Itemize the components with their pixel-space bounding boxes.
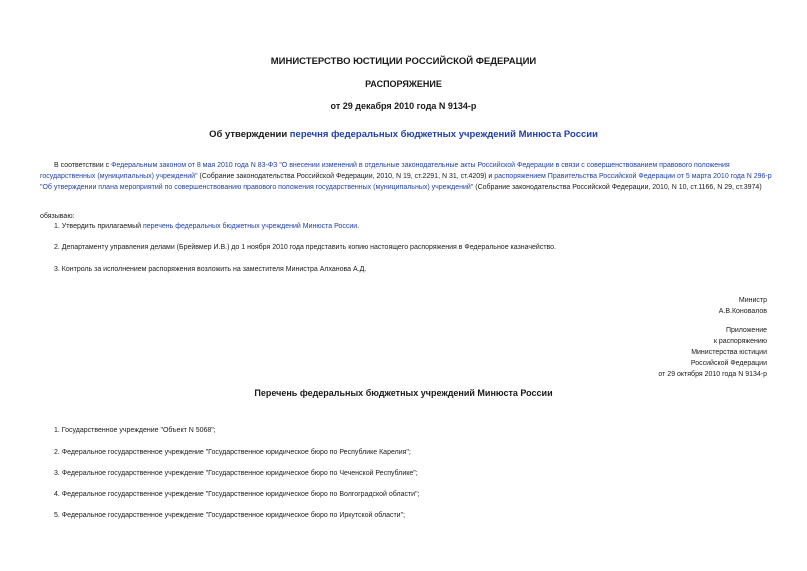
order-item-2: 2. Департаменту управления делами (Брейвмер И.В.) до 1 ноября 2010 года представить копию настоящего распоряжения в Федеральное казначейство. (54, 244, 557, 251)
government-order-link[interactable]: распоряжением Правительства Российской Федерации от 5 марта 2010 года N 296-р "Об утверждении плана мероприятий по совершенствованию правового положения государственных (муниципальных) учреждений" (40, 173, 772, 191)
item-1-prefix: 1. Утвердить прилагаемый (54, 223, 143, 230)
item-1-suffix: . (357, 223, 360, 230)
signature-position: Министр (738, 297, 767, 304)
signature-block (719, 295, 767, 317)
federal-law-link[interactable]: Федеральным законом от 8 мая 2010 года N 83-ФЗ "О внесении изменений в отдельные законодательные акты Российской Федерации в связи с совершенствованием правового положения государственных (муниципальных) учреждений" (40, 162, 730, 180)
appendix-line-3: Министерства юстиции (691, 349, 767, 356)
doc-type-heading: РАСПОРЯЖЕНИЕ (365, 79, 442, 89)
signature-name: А.В.Коновалов (718, 308, 767, 315)
appendix-line-1: Приложение (725, 327, 767, 334)
appendix-line-5: от 29 октября 2010 года N 9134-р (658, 371, 767, 378)
preamble-text-3: (Собрание законодательства Российской Федерации, 2010, N 10, ст.1166, N 29, ст.3974) (473, 184, 762, 191)
preamble-paragraph (40, 160, 775, 193)
preamble-text-2: (Собрание законодательства Российской Федерации, 2010, N 19, ст.2291, N 31, ст.4209) и (197, 173, 495, 180)
doc-date-number: от 29 декабря 2010 года N 9134-р (330, 101, 477, 111)
list-item: 4. Федеральное государственное учреждение "Государственное юридическое бюро по Волгоградской области"; (54, 491, 420, 498)
appendix-line-4: Российской Федерации (690, 360, 767, 367)
document-title (0, 129, 807, 140)
list-item: 2. Федеральное государственное учреждение "Государственное юридическое бюро по Республике Карелия"; (54, 449, 411, 456)
list-item: 3. Федеральное государственное учреждение "Государственное юридическое бюро по Чеченской Республике"; (54, 470, 418, 477)
list-link[interactable]: перечень федеральных бюджетных учреждений Минюста России (142, 223, 358, 230)
list-title: Перечень федеральных бюджетных учреждений Минюста России (254, 388, 553, 398)
appendix-block (658, 325, 767, 380)
list-item: 1. Государственное учреждение "Объект N 5068"; (54, 427, 216, 434)
preamble-text-1: В соответствии с (54, 162, 112, 169)
order-item-3: 3. Контроль за исполнением распоряжения возложить на заместителя Министра Алханова А.Д. (54, 266, 367, 273)
appendix-line-2: к распоряжению (713, 338, 767, 345)
obligate-text: обязываю: (40, 213, 75, 220)
title-link[interactable]: перечня федеральных бюджетных учреждений Минюста России (289, 129, 598, 140)
list-item: 5. Федеральное государственное учреждение "Государственное юридическое бюро по Иркутской области"; (54, 512, 406, 519)
order-item-1 (54, 223, 359, 230)
title-prefix: Об утверждении (209, 129, 290, 140)
ministry-heading: МИНИСТЕРСТВО ЮСТИЦИИ РОССИЙСКОЙ ФЕДЕРАЦИИ (270, 56, 537, 67)
